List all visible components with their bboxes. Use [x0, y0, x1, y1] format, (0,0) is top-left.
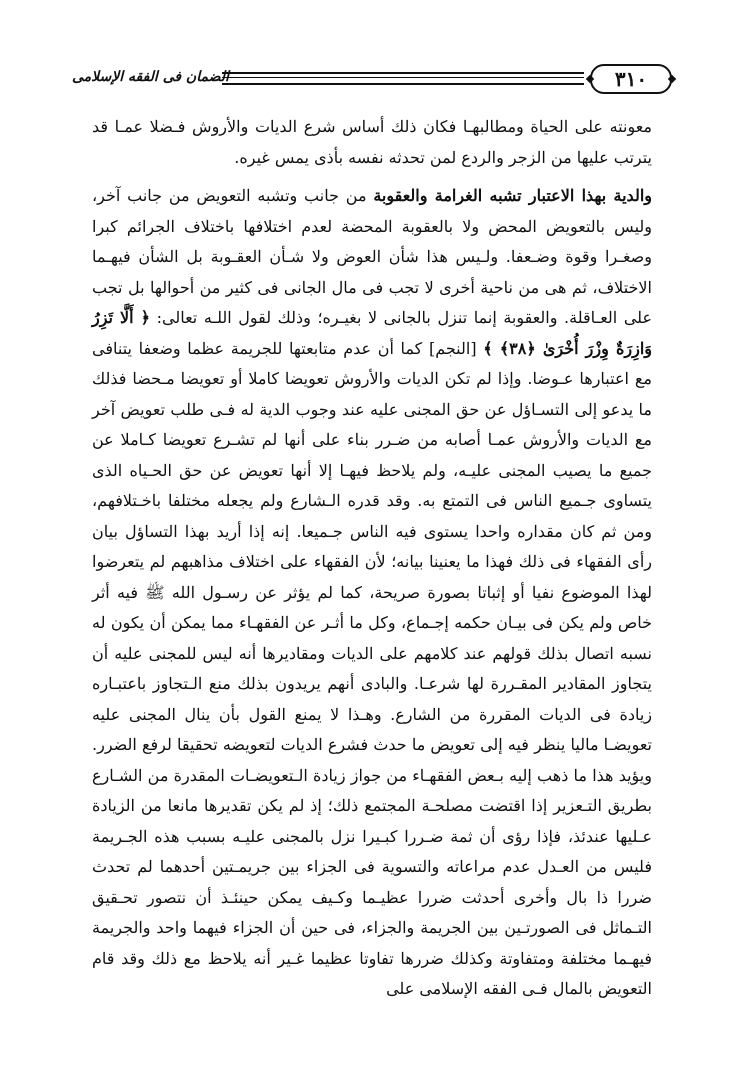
page-number: ٣١٠	[590, 64, 672, 94]
page-header	[72, 62, 672, 92]
quran-verse: ﴿ أَلَّا تَزِرُ وَازِرَةٌ وِزْرَ أُخْرَىٰ ﴿٣٨﴾ ﴾	[92, 308, 653, 358]
paragraph-1-text: معونته على الحياة ومطالبهـا فكان ذلك أساس شرع الديات والأروش فـضلا عمـا قد يترتب عليها من الزجر والردع لمن تحدثه نفسه بأذى يمس غيره.	[92, 117, 652, 167]
running-title: الضمان فى الفقه الإسلامى	[72, 69, 229, 85]
paragraph-2-text-continued: [النجم] كما أن عدم متابعتها للجريمة عظما وضعفا يتنافى مع اعتبارها عـوضا. وإذا لم تكن الديات والأروش تعويضا كاملا أو تعويضا مـحضا فذلك ما يدعو إلى التسـاؤل عن حق المجنى عليه عند وجوب الدية له فـى طلب تعويض آخر مع الديات والأروش عمـا أصابه من ضـرر بناء على أنها لم تشـرع تعويضا كـاملا عن جميع ما يصيب المجنى عليـه، ولم يلاحظ فيهـا إلا أنها تعويض عن حق الحـياه الذى يتساوى جـميع الناس فى التمتع به. وقد قدره الـشارع ولم يجعله مختلفا باخـتلافهم، ومن ثم كان مقداره واحدا يستوى فيه الناس جـميعا. إنه إذا أريد بهذا التساؤل بيان رأى الفقهاء فى ذلك فهذا ما يعنينا بيانه؛ لأن الفقهاء على اختلاف مذاهبهم لم يتعرضوا لهذا الموضوع نفيا أو إثباتا بصورة صريحة، كما لم يؤثر عن رسـول الله ﷺ فيه أثر خاص ولم يكن فى بيـان حكمه إجـماع، وكل ما أثـر عن الفقهـاء مما يمكن أن يكون له نسبه اتصال بذلك قولهم عند كلامهم على الديات ومقاديرها أنه ليس للمجنى عليه أن يتجاوز المقادير المقـررة لها شرعـا. والبادى أنهم يريدون بذلك منع الـتجاوز باعتبـاره زيادة فى الديات المقررة من الشارع. وهـذا لا يمنع القول بأن ينال المجنى عليه تعويضـا ماليا ينظر فيه إلى تعويض ما حدث فشرع الديات لتعويضه تحقيقا لرفع الضرر. ويؤيد هذا ما ذهب إليه بـعض الفقهـاء من جواز زيادة الـتعويضـات المقدرة من الشـارع بطريق التـعزير إذا اقتضت مصلحـة المجتمع ذلك؛ إذ لم يكن تقديرها مانعا من الزيادة عـليها عندئذ، فإذا رؤى أن ثمة ضـررا كبـيرا نزل بالمجنى عليـه بسبب هذه الجـريمة فليس من العـدل عدم مراعاته والتسوية فى الجزاء بين جريمـتين أحدهما لم تحدث ضررا ذا بال وأخرى أحدثت ضررا عظيـما وكـيف يمكن حينئـذ أن نتصور تحـقيق التـماثل فى الصورتـين بين الجريمة والجزاء، فى حين أن الجزاء فيهما واحد والجريمة فيهـما مختلفة ومتفاوتة وكذلك ضررها تفاوتا عظيما غـير أنه يلاحظ مع ذلك وقد قام التعويض بالمال فـى الفقه الإسلامى على	[92, 338, 653, 998]
page-body	[92, 112, 652, 1005]
header-rule	[222, 72, 584, 85]
paragraph-2-lead: والدية بهذا الاعتبار تشبه الغرامة والعقوبة	[373, 186, 652, 205]
paragraph-2	[92, 181, 652, 1005]
paragraph-2-text: من جانب وتشبه التعويض من جانب آخر، وليس بالتعويض المحض ولا بالعقوبة المحضة لعدم اختلافها باختلاف الجرائم كبرا وصغـرا وقوة وضـعفا. ولـيس هذا شأن العوض ولا شـأن العقـوبة بل الشأن فيهـما الاختلاف، ثم هى من ناحية أخرى لا تجب فى مال الجانى فى كثير من أحوالها بل تجب على العـاقلة. والعقوبة إنما تنزل بالجانى لا بغيـره؛ وذلك لقول اللـه تعالى:	[92, 186, 652, 327]
paragraph-1	[92, 112, 652, 173]
